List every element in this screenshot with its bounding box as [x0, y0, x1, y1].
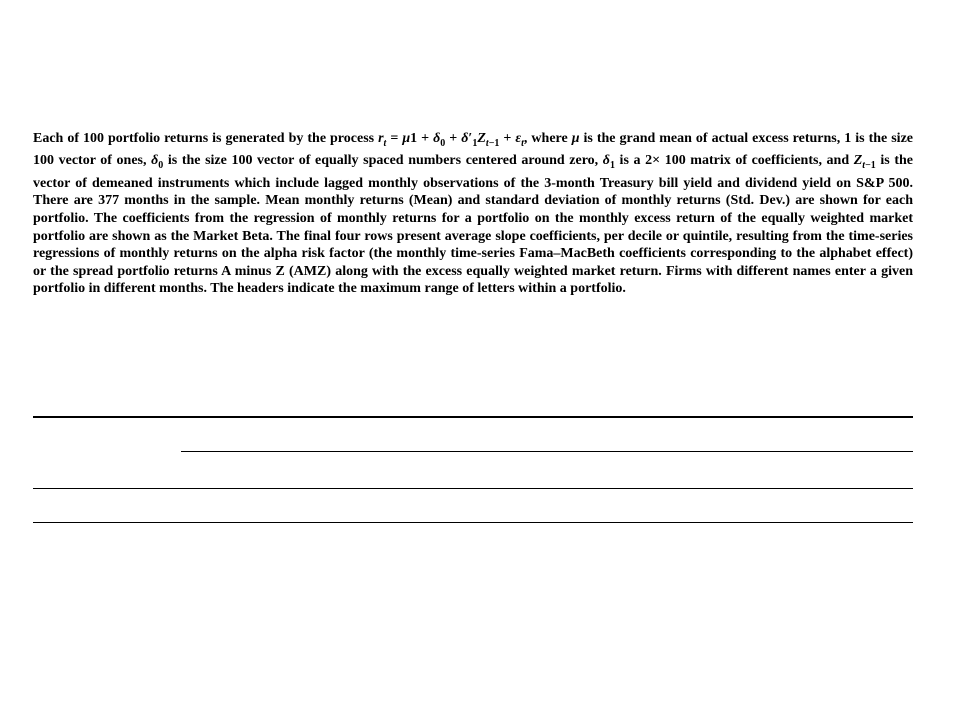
paper-excerpt	[33, 120, 913, 298]
statistics-table	[33, 416, 913, 700]
column-header-rule	[33, 488, 913, 489]
name-range-rule	[33, 522, 913, 523]
caption-text: Each of 100 portfolio returns is generated by the process $r_t = \mu 1 + \delta_0 + \delta'_1Z_{t-1} + \varepsilon_t$, where μ is the grand mean of actual excess returns, 1 is the size 100 vector of ones, $\delta_0$ is the size 100 vector of equally spaced numbers centered around zero, $\delta_1$ is a 2× 100 matrix of coefficients, and $Z_{t-1}$ is the vector of demeaned instruments which include lagged monthly observations of the 3-month Treasury bill yield and dividend yield on S&P 500. There are 377 months in the sample. Mean monthly returns (Mean) and standard deviation of monthly returns (Std. Dev.) are shown for each portfolio. The coefficients from the regression of monthly returns for a portfolio on the monthly excess return of the equally weighted market portfolio are shown as the Market Beta. The final four rows present average slope coefficients, per decile or quintile, resulting from the time-series regressions of monthly returns on the alpha risk factor (the monthly time-series Fama–MacBeth coefficients corresponding to the alphabet effect) or the spread portfolio returns A minus Z (AMZ) along with the excess equally weighted market return. Firms with different names enter a given portfolio in different months. The headers indicate the maximum range of letters within a portfolio.	[33, 131, 914, 297]
group-header-rule	[181, 451, 913, 452]
table-top-rule	[33, 416, 913, 418]
